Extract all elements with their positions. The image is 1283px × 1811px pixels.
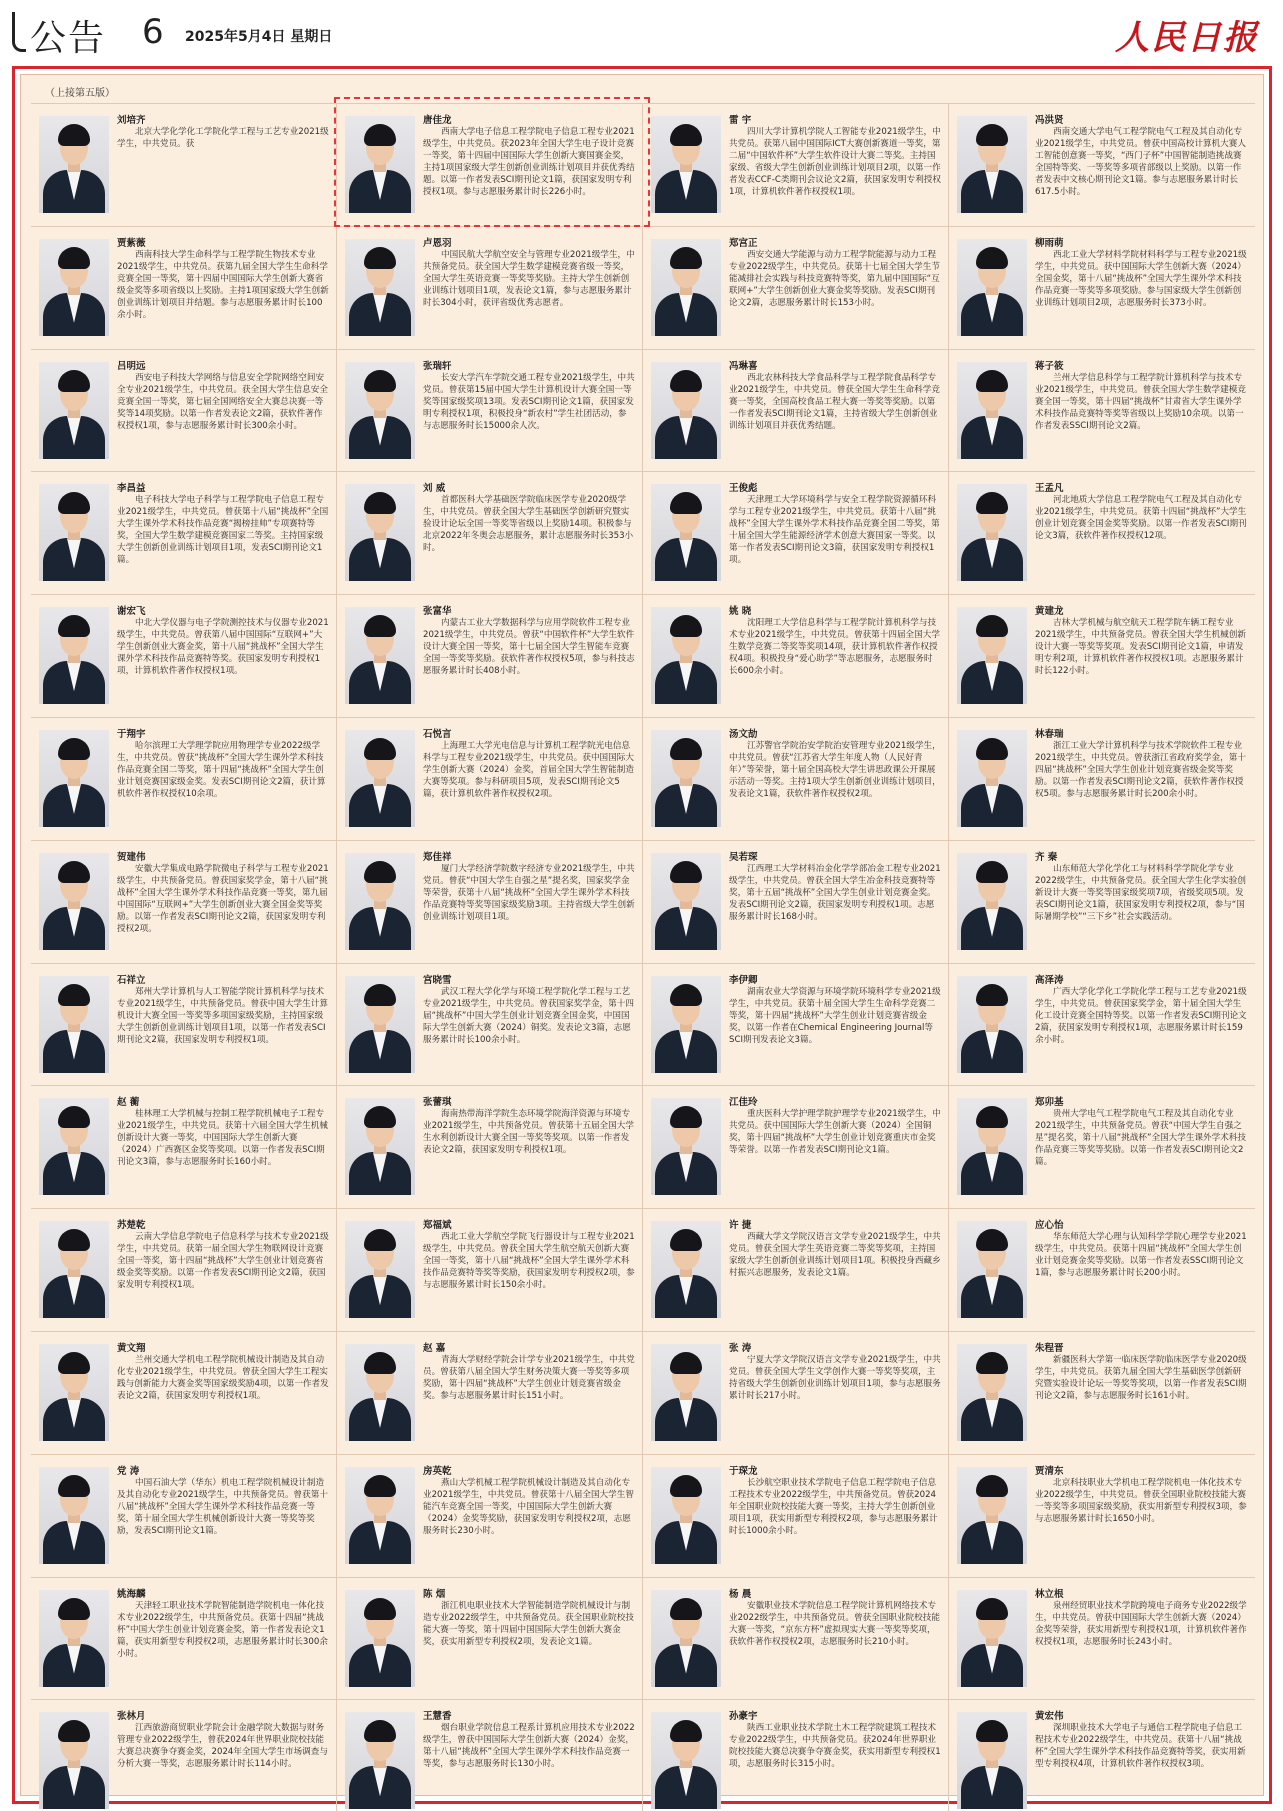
person-bio: 中北大学仪器与电子学院测控技术与仪器专业2021级学生，中共党员。曾获第八届中国国际“互联网+”大学生创新创业大赛金奖，第十八届“挑战杯”全国大学生课外学术科技作品竞赛特等奖。获国家发明专利授权1项，计算机软件著作权授权1项。	[117, 618, 329, 677]
issue-date: 2025年5月4日 星期日	[185, 29, 333, 45]
person-name: 陈 烟	[423, 1588, 446, 1600]
person-bio: 深圳职业技术大学电子与通信工程学院电子信息工程技术专业2022级学生，中共党员。获第十八届“挑战杯”全国大学生课外学术科技作品竞赛特等奖，获实用新型专利授权4项，计算机软件著作权授权3项。	[1035, 1723, 1246, 1770]
portrait-hair	[976, 1475, 1008, 1497]
portrait-photo	[651, 1590, 721, 1687]
profile-entry	[643, 1577, 949, 1700]
portrait-photo	[957, 362, 1027, 459]
portrait-photo	[651, 853, 721, 950]
portrait-hair	[364, 1475, 396, 1497]
person-name: 杨 晨	[729, 1588, 752, 1600]
profile-grid	[31, 103, 1255, 1791]
person-name: 雷 宇	[729, 115, 752, 126]
profile-entry	[337, 963, 643, 1086]
profile-entry	[643, 471, 949, 594]
portrait-photo	[39, 607, 109, 704]
person-name: 张林月	[117, 1711, 146, 1723]
portrait-photo	[39, 730, 109, 827]
person-bio: 重庆医科大学护理学院护理学专业2021级学生，中共党员。获中国国际大学生创新大赛（2024）全国铜奖，第十四届“挑战杯”大学生创业计划竞赛重庆市金奖等荣誉。以第一作者发表SCI期刊论文1篇。	[729, 1109, 941, 1156]
portrait-photo	[957, 730, 1027, 827]
person-name: 唐佳龙	[423, 115, 452, 126]
profile-entry	[337, 1085, 643, 1208]
person-bio: 西北工业大学材料学院材料科学与工程专业2021级学生，中共党员。获中国国际大学生创新大赛（2024）全国金奖，第十八届“挑战杯”全国大学生课外学术科技作品竞赛一等奖等多项奖励。参与国家级大学生创新创业训练计划项目2项，志愿服务时长373小时。	[1035, 249, 1247, 308]
portrait-photo	[345, 1344, 415, 1441]
portrait-hair	[58, 861, 90, 883]
person-name: 黄建龙	[1035, 606, 1064, 618]
person-bio: 西安电子科技大学网络与信息安全学院网络空间安全专业2021级学生，中共党员。获全国大学生信息安全竞赛全国一等奖，第七届全国网络安全大赛总决赛一等奖等14项奖励。以第一作者发表论文2篇，获软件著作权授权1项，参与志愿服务累计时长300余小时。	[117, 372, 328, 431]
person-bio: 西藏大学文学院汉语言文学专业2021级学生，中共党员。曾获全国大学生英语竞赛二等奖等奖项，主持国家级大学生创新创业训练计划项目1项。积极投身西藏乡村振兴志愿服务，发表论文1篇。	[729, 1232, 941, 1279]
person-bio: 贵州大学电气工程学院电气工程及其自动化专业2021级学生，中共预备党员。曾获“中国大学生自强之星”提名奖，第十八届“挑战杯”全国大学生课外学术科技作品竞赛三等奖等奖励。以第一作者发表SCI期刊论文2篇。	[1035, 1109, 1247, 1168]
profile-entry	[643, 349, 949, 472]
person-bio: 新疆医科大学第一临床医学院临床医学专业2020级学生，中共党员。获第九届全国大学生基础医学创新研究暨实验设计论坛一等奖等奖项，以第一作者发表SCI期刊论文2篇，参与志愿服务时长161小时。	[1035, 1355, 1247, 1401]
portrait-photo	[651, 116, 721, 213]
portrait-hair	[58, 370, 90, 392]
person-name: 林立根	[1035, 1588, 1064, 1600]
profile-entry	[643, 226, 949, 349]
portrait-hair	[364, 124, 396, 146]
person-name: 汤文劼	[729, 729, 758, 740]
portrait-photo	[39, 1590, 109, 1687]
person-bio: 西南科技大学生命科学与工程学院生物技术专业2021级学生，中共党员。获第九届全国大学生生命科学竞赛全国一等奖，第十四届中国国际大学生创新大赛省级金奖等多项省级以上奖励。主持1项国家级大学生创新创业训练计划项目并结题。参与志愿服务累计时长100余小时。	[117, 249, 329, 320]
person-name: 姚海麟	[117, 1588, 146, 1600]
portrait-hair	[976, 738, 1008, 760]
portrait-photo	[345, 116, 415, 213]
portrait-photo	[39, 853, 109, 950]
portrait-photo	[39, 1098, 109, 1195]
profile-entry	[949, 226, 1255, 349]
portrait-photo	[957, 1344, 1027, 1441]
portrait-photo	[345, 484, 415, 581]
profile-entry	[949, 594, 1255, 717]
profile-entry	[337, 840, 643, 963]
person-name: 王俊彪	[729, 483, 758, 495]
person-name: 王慧香	[423, 1711, 452, 1723]
continued-note: （上接第五版）	[45, 88, 115, 99]
portrait-photo	[39, 362, 109, 459]
person-bio: 山东师范大学化学化工与材料科学学院化学专业2022级学生，中共预备党员。获全国大学生化学实验创新设计大赛一等奖等国家级奖项7项，省级奖项5项。发表SCI期刊论文1篇，获国家发明专利授权2项，参与“国际暑期学校”“三下乡”社会实践活动。	[1035, 863, 1246, 922]
portrait-photo	[957, 1712, 1027, 1809]
person-bio: 内蒙古工业大学数据科学与应用学院软件工程专业2021级学生，中共党员。曾获“中国软件杯”大学生软件设计大赛全国一等奖，第十七届全国大学生智能车竞赛全国一等奖等奖励。获软件著作权授权5项，参与科技志愿服务累计时长408小时。	[423, 618, 635, 677]
profile-entry	[337, 1699, 643, 1811]
person-bio: 安徽职业技术学院信息工程学院计算机网络技术专业2022级学生，中共预备党员。曾获全国职业院校技能大赛一等奖，“京东方杯”虚拟现实大赛一等奖等奖项，获软件著作权授权2项，志愿服务时长210小时。	[729, 1600, 940, 1647]
profile-entry	[31, 1208, 337, 1331]
person-name: 石悦言	[423, 729, 452, 740]
profile-entry	[31, 471, 337, 594]
profile-entry	[337, 226, 643, 349]
portrait-photo	[345, 239, 415, 336]
portrait-photo	[345, 362, 415, 459]
person-bio: 兰州大学信息科学与工程学院计算机科学与技术专业2021级学生，中共党员。曾获全国大学生数学建模竞赛全国一等奖，第十四届“挑战杯”甘肃省大学生课外学术科技作品竞赛特等奖等省级以上奖励10余项。以第一作者发表SSCI期刊论文2篇。	[1035, 372, 1246, 431]
person-bio: 沈阳理工大学信息科学与工程学院计算机科学与技术专业2021级学生，中共党员。曾获第十四届全国大学生数学竞赛二等奖等奖项14项，获计算机软件著作权授权4项。积极投身“爱心助学”等志愿服务，志愿服务时长600余小时。	[729, 618, 940, 677]
portrait-hair	[58, 1475, 90, 1497]
portrait-hair	[58, 1229, 90, 1251]
person-bio: 广西大学化学化工学院化学工程与工艺专业2021级学生，中共党员。曾获国家奖学金，第十届全国大学生化工设计竞赛全国特等奖。以第一作者发表SCI期刊论文2篇，获国家发明专利授权1项，志愿服务累计时长159余小时。	[1035, 986, 1247, 1045]
person-name: 朱程晋	[1035, 1343, 1064, 1354]
person-name: 冯洪贤	[1035, 115, 1064, 126]
person-name: 黄文翔	[117, 1343, 146, 1354]
person-bio: 江西理工大学材料冶金化学学部冶金工程专业2021级学生，中共党员。曾获全国大学生冶金科技竞赛特等奖，第十五届“挑战杯”全国大学生创业计划竞赛金奖。发表SCI期刊论文2篇，获国家发明专利授权1项。志愿服务累计时长168小时。	[729, 863, 941, 922]
profile-entry	[643, 1454, 949, 1577]
portrait-hair	[364, 738, 396, 760]
portrait-hair	[976, 861, 1008, 883]
person-bio: 上海理工大学光电信息与计算机工程学院光电信息科学与工程专业2021级学生，中共党员。获中国国际大学生创新大赛（2024）金奖，首届全国大学生智能制造大赛等奖项。参与科研项目5项，发表SCI期刊论文5篇，获计算机软件著作权授权2项。	[423, 741, 634, 799]
portrait-hair	[58, 1720, 90, 1742]
portrait-hair	[976, 1352, 1008, 1374]
person-name: 卢恩羽	[423, 237, 452, 249]
person-bio: 中国石油大学（华东）机电工程学院机械设计制造及其自动化专业2021级学生，中共预备党员。曾获第十八届“挑战杯”全国大学生课外学术科技作品竞赛一等奖，第十届全国大学生机械创新设计大赛一等奖等奖励，发表SCI期刊论文1篇。	[117, 1477, 328, 1536]
profile-entry	[949, 963, 1255, 1086]
profile-entry	[337, 349, 643, 472]
person-bio: 浙江工业大学计算机科学与技术学院软件工程专业2021级学生，中共党员。曾获浙江省政府奖学金，第十四届“挑战杯”全国大学生创业计划竞赛省级金奖等奖励。以第一作者发表SCI期刊论文2篇，获软件著作权授权5项。参与志愿服务累计时长200余小时。	[1035, 741, 1246, 799]
person-bio: 西北农林科技大学食品科学与工程学院食品科学专业2021级学生，中共党员。曾获全国大学生生命科学竞赛一等奖，全国高校食品工程大赛一等奖等奖励。以第一作者发表SCI期刊论文1篇，主持省级大学生创新创业训练计划项目并获优秀结题。	[729, 372, 940, 431]
person-name: 赵 嘉	[423, 1343, 446, 1354]
page-number: 6	[142, 12, 164, 52]
portrait-hair	[976, 247, 1008, 269]
person-name: 郑卯基	[1035, 1097, 1064, 1109]
portrait-photo	[345, 1467, 415, 1564]
person-bio: 桂林理工大学机械与控制工程学院机械电子工程专业2021级学生，中共党员。获第十六届全国大学生机械创新设计大赛一等奖，中国国际大学生创新大赛（2024）广西赛区金奖等奖项。以第一作者发表SCI期刊论文3篇，参与志愿服务时长160小时。	[117, 1109, 328, 1168]
portrait-hair	[58, 124, 90, 146]
profile-entry	[31, 349, 337, 472]
portrait-hair	[976, 1598, 1008, 1620]
portrait-photo	[651, 1221, 721, 1318]
profile-entry	[949, 1577, 1255, 1700]
portrait-photo	[957, 976, 1027, 1073]
person-name: 吴若琛	[729, 851, 758, 863]
person-bio: 西安交通大学能源与动力工程学院能源与动力工程专业2022级学生，中共党员。获第十七届全国大学生节能减排社会实践与科技竞赛特等奖，第九届中国国际“互联网+”大学生创新创业大赛金奖等奖励。发表SCI期刊论文2篇，志愿服务累计时长153小时。	[729, 249, 940, 308]
person-bio: 武汉工程大学化学与环境工程学院化学工程与工艺专业2021级学生，中共党员。曾获国家奖学金，第十四届“挑战杯”中国大学生创业计划竞赛全国金奖，中国国际大学生创新大赛（2024）铜奖。发表论文3篇，志愿服务累计时长100余小时。	[423, 986, 634, 1045]
portrait-photo	[957, 116, 1027, 213]
portrait-photo	[651, 1344, 721, 1441]
person-name: 冯琳喜	[729, 360, 758, 372]
portrait-photo	[957, 1467, 1027, 1564]
profile-entry	[31, 840, 337, 963]
person-bio: 电子科技大学电子科学与工程学院电子信息工程专业2021级学生，中共党员。曾获第十八届“挑战杯”全国大学生课外学术科技作品竞赛“揭榜挂帅”专项赛特等奖，全国大学生数学建模竞赛国家二等奖。主持国家级大学生创新创业训练计划项目1项，发表SCI期刊论文1篇。	[117, 495, 329, 566]
profile-entry	[31, 1454, 337, 1577]
profile-entry	[337, 594, 643, 717]
person-bio: 西南交通大学电气工程学院电气工程及其自动化专业2021级学生，中共党员。曾获中国高校计算机大赛人工智能创意赛一等奖，“西门子杯”中国智能制造挑战赛全国特等奖、一等奖等多项省部级以上奖励。以第一作者发表中文核心期刊论文1篇。参与志愿服务累计时长617.5小时。	[1035, 127, 1246, 197]
person-bio: 西南大学电子信息工程学院电子信息工程专业2021级学生，中共党员。获2023年全国大学生电子设计竞赛一等奖，第十四届中国国际大学生创新大赛国赛金奖，主持1项国家级大学生创新创业训练计划项目并获优秀结题。以第一作者发表SCI期刊论文1篇，获国家发明专利授权1项。参与志愿服务累计时长226小时。	[423, 127, 635, 197]
portrait-hair	[976, 370, 1008, 392]
person-name: 张 涛	[729, 1343, 752, 1354]
person-bio: 兰州交通大学机电工程学院机械设计制造及其自动化专业2021级学生，中共党员。曾获全国大学生工程实践与创新能力大赛金奖等国家级奖励4项，以第一作者发表论文2篇，获国家发明专利授权1项。	[117, 1355, 329, 1401]
portrait-hair	[976, 615, 1008, 637]
profile-entry	[949, 349, 1255, 472]
portrait-hair	[976, 124, 1008, 146]
person-bio: 江苏警官学院治安学院治安管理专业2021级学生，中共党员。曾获“江苏省大学生年度人物（人民好青年）”等荣誉，第十届全国高校大学生讲思政课公开课展示活动一等奖。主持1项大学生创新创业训练计划项目，发表论文1篇，获软件著作权授权2项。	[729, 741, 941, 799]
portrait-hair	[670, 247, 702, 269]
person-name: 刘 威	[423, 483, 446, 495]
portrait-hair	[670, 492, 702, 514]
profile-entry	[949, 840, 1255, 963]
person-bio: 长安大学汽车学院交通工程专业2021级学生，中共党员。曾获第15届中国大学生计算机设计大赛全国一等奖等国家级奖项13项。发表SCI期刊论文1篇，获国家发明专利授权1项，积极投身“新农村”学生社团活动，参与志愿服务时长15000余人次。	[423, 372, 635, 431]
portrait-hair	[58, 738, 90, 760]
portrait-photo	[957, 1221, 1027, 1318]
portrait-photo	[345, 976, 415, 1073]
person-bio: 北京科技职业大学机电工程学院机电一体化技术专业2022级学生，中共党员。曾获全国职业院校技能大赛一等奖等多项国家级奖励，获实用新型专利授权3项，参与志愿服务累计时长1650小时。	[1035, 1477, 1247, 1524]
portrait-hair	[364, 1352, 396, 1374]
portrait-hair	[364, 615, 396, 637]
person-name: 党 涛	[117, 1465, 140, 1477]
portrait-hair	[976, 492, 1008, 514]
portrait-hair	[58, 1106, 90, 1128]
portrait-photo	[345, 1098, 415, 1195]
person-name: 赵 蘅	[117, 1097, 140, 1109]
person-name: 王孟凡	[1035, 483, 1064, 495]
profile-entry	[31, 1577, 337, 1700]
person-bio: 首都医科大学基础医学院临床医学专业2020级学生，中共党员。曾获全国大学生基础医学创新研究暨实验设计论坛全国一等奖等省级以上奖励14项。积极参与北京2022年冬奥会志愿服务，累计志愿服务时长353小时。	[423, 495, 634, 554]
portrait-hair	[58, 1352, 90, 1374]
portrait-hair	[58, 492, 90, 514]
profile-entry	[949, 1454, 1255, 1577]
person-bio: 江西旅游商贸职业学院会计金融学院大数据与财务管理专业2022级学生，曾获2024年世界职业院校技能大赛总决赛争夺赛金奖，2024年全国大学生市场调查与分析大赛一等奖，志愿服务累计时长114小时。	[117, 1723, 328, 1770]
portrait-hair	[670, 1106, 702, 1128]
portrait-hair	[364, 984, 396, 1006]
person-bio: 天津轻工职业技术学院智能制造学院机电一体化技术专业2022级学生，中共预备党员。获第十四届“挑战杯”中国大学生创业计划竞赛金奖，第一作者发表论文1篇，获实用新型专利授权2项，志愿服务累计时长300余小时。	[117, 1600, 328, 1659]
person-bio: 燕山大学机械工程学院机械设计制造及其自动化专业2021级学生，中共党员。曾获第十八届全国大学生智能汽车竞赛全国一等奖，中国国际大学生创新大赛（2024）金奖等奖励，获国家发明专利授权2项，志愿服务时长230小时。	[423, 1477, 634, 1536]
person-name: 苏楚乾	[117, 1220, 146, 1232]
portrait-photo	[957, 1098, 1027, 1195]
person-bio: 泉州经贸职业技术学院跨境电子商务专业2022级学生，中共党员。曾获中国国际大学生创新大赛（2024）金奖等荣誉，获实用新型专利授权1项，计算机软件著作权授权1项，志愿服务时长243小时。	[1035, 1600, 1247, 1647]
portrait-hair	[364, 1106, 396, 1128]
newspaper-logo: 人民日报	[1115, 18, 1259, 58]
section-bracket-decoration	[12, 12, 26, 52]
person-name: 齐 秦	[1035, 851, 1058, 863]
profile-entry	[643, 1208, 949, 1331]
person-bio: 郑州大学计算机与人工智能学院计算机科学与技术专业2021级学生，中共预备党员。曾获中国大学生计算机设计大赛全国一等奖等多项国家级奖励，主持国家级大学生创新创业训练计划项目1项，以第一作者发表SCI期刊论文2篇，获国家发明专利授权1项。	[117, 986, 328, 1045]
profile-entry	[31, 594, 337, 717]
person-name: 蒋子筱	[1035, 360, 1064, 372]
profile-entry	[337, 1208, 643, 1331]
person-bio: 天津理工大学环境科学与安全工程学院资源循环科学与工程专业2021级学生，中共党员。获第十八届“挑战杯”全国大学生课外学术科技作品竞赛全国二等奖，第十届全国大学生能源经济学术创意大赛国家一等奖。以第一作者发表SCI期刊论文3篇，获国家发明专利授权1项。	[729, 495, 940, 566]
portrait-photo	[39, 116, 109, 213]
portrait-hair	[58, 247, 90, 269]
profile-entry	[31, 1085, 337, 1208]
person-bio: 北京大学化学化工学院化学工程与工艺专业2021级学生，中共党员。获	[117, 127, 329, 149]
person-bio: 陕西工业职业技术学院土木工程学院建筑工程技术专业2022级学生，中共预备党员。获2024年世界职业院校技能大赛总决赛争夺赛金奖，获实用新型专利授权1项，志愿服务时长315小时。	[729, 1723, 941, 1770]
person-bio: 云南大学信息学院电子信息科学与技术专业2021级学生，中共党员。获第一届全国大学生物联网设计竞赛全国一等奖，第十四届“挑战杯”大学生创业计划竞赛省级金奖等奖励。以第一作者发表SCI期刊论文2篇，获国家发明专利授权1项。	[117, 1232, 329, 1291]
profile-entry	[31, 226, 337, 349]
portrait-photo	[39, 1221, 109, 1318]
person-bio: 长沙航空职业技术学院电子信息工程学院电子信息工程技术专业2022级学生，中共预备党员。曾获2024年全国职业院校技能大赛一等奖，主持大学生创新创业项目1项，获实用新型专利授权2项，参与志愿服务累计时长1000余小时。	[729, 1477, 938, 1536]
portrait-photo	[651, 976, 721, 1073]
portrait-hair	[670, 1352, 702, 1374]
person-name: 高泽涛	[1035, 974, 1064, 986]
person-name: 郑佳祥	[423, 851, 452, 863]
profile-entry	[643, 1085, 949, 1208]
portrait-hair	[976, 1720, 1008, 1742]
portrait-photo	[345, 853, 415, 950]
profile-entry	[643, 717, 949, 840]
profile-entry	[949, 1085, 1255, 1208]
profile-entry	[643, 594, 949, 717]
portrait-photo	[957, 1590, 1027, 1687]
announcement-frame	[12, 66, 1272, 1804]
person-name: 姚 晓	[729, 606, 752, 618]
person-name: 房英乾	[423, 1465, 452, 1477]
portrait-photo	[651, 730, 721, 827]
portrait-photo	[651, 239, 721, 336]
portrait-hair	[670, 370, 702, 392]
portrait-hair	[670, 861, 702, 883]
profile-entry	[949, 717, 1255, 840]
profile-entry	[31, 963, 337, 1086]
person-name: 贺建伟	[117, 851, 146, 863]
profile-entry	[643, 840, 949, 963]
portrait-photo	[39, 1467, 109, 1564]
portrait-photo	[39, 484, 109, 581]
portrait-photo	[957, 484, 1027, 581]
profile-entry	[643, 963, 949, 1086]
portrait-hair	[670, 984, 702, 1006]
portrait-hair	[364, 1720, 396, 1742]
portrait-photo	[651, 1467, 721, 1564]
portrait-photo	[651, 484, 721, 581]
portrait-photo	[345, 1221, 415, 1318]
portrait-photo	[957, 239, 1027, 336]
person-bio: 西北工业大学航空学院飞行器设计与工程专业2021级学生，中共党员。曾获全国大学生航空航天创新大赛全国一等奖，第十八届“挑战杯”全国大学生课外学术科技作品竞赛特等奖等奖励，获国家发明专利授权2项，参与志愿服务累计时长150余小时。	[423, 1232, 635, 1291]
portrait-hair	[364, 1229, 396, 1251]
person-bio: 安徽大学集成电路学院微电子科学与工程专业2021级学生，中共预备党员。曾获国家奖学金，第十八届“挑战杯”全国大学生课外学术科技作品竞赛一等奖，第九届中国国际“互联网+”大学生创新创业大赛全国金奖等奖励。以第一作者发表SCI期刊论文2篇，获国家发明专利授权2项。	[117, 863, 329, 934]
portrait-photo	[39, 1712, 109, 1809]
person-name: 郑福斌	[423, 1220, 452, 1232]
portrait-hair	[364, 370, 396, 392]
portrait-photo	[651, 1098, 721, 1195]
profile-entry	[337, 103, 643, 226]
portrait-hair	[670, 124, 702, 146]
person-bio: 青海大学财经学院会计学专业2021级学生，中共党员。曾获第八届全国大学生财务决策大赛一等奖等多项奖励，第十四届“挑战杯”大学生创业计划竞赛省级金奖。参与志愿服务累计时长151小时。	[423, 1355, 635, 1401]
portrait-hair	[976, 1106, 1008, 1128]
person-bio: 厦门大学经济学院数字经济专业2021级学生，中共党员。曾获“中国大学生自强之星”提名奖，国家奖学金等荣誉，获第十八届“挑战杯”全国大学生课外学术科技作品竞赛特等奖等国家级奖励3项。主持省级大学生创新创业训练计划项目1项。	[423, 863, 635, 922]
profile-entry	[949, 1699, 1255, 1811]
person-name: 李昌益	[117, 483, 146, 495]
person-name: 柳雨萌	[1035, 237, 1064, 249]
person-bio: 华东师范大学心理与认知科学学院心理学专业2021级学生，中共党员。获第十四届“挑战杯”全国大学生创业计划竞赛金奖等奖励。以第一作者发表SSCI期刊论文1篇，参与志愿服务累计时长200小时。	[1035, 1232, 1247, 1279]
profile-entry	[337, 717, 643, 840]
portrait-hair	[364, 492, 396, 514]
portrait-hair	[976, 1229, 1008, 1251]
person-name: 刘培齐	[117, 115, 146, 126]
portrait-hair	[670, 615, 702, 637]
profile-entry	[643, 103, 949, 226]
person-bio: 湖南农业大学资源与环境学院环境科学专业2021级学生，中共党员。获第十届全国大学生生命科学竞赛二等奖，第十四届“挑战杯”大学生创业计划竞赛省级金奖，以第一作者在Chemical Engineering Journal等SCI期刊发表论文3篇。	[729, 986, 941, 1045]
portrait-photo	[651, 362, 721, 459]
person-name: 林春瑞	[1035, 729, 1064, 740]
portrait-hair	[670, 1720, 702, 1742]
portrait-hair	[58, 984, 90, 1006]
person-name: 许 捷	[729, 1220, 752, 1232]
person-bio: 宁夏大学文学院汉语言文学专业2021级学生，中共党员。曾获全国大学生文学创作大赛一等奖等奖项，主持省级大学生创新创业训练计划项目1项，参与志愿服务累计时长217小时。	[729, 1355, 941, 1401]
profile-entry	[949, 103, 1255, 226]
portrait-photo	[651, 1712, 721, 1809]
person-bio: 河北地质大学信息工程学院电气工程及其自动化专业2021级学生，中共党员。获第十四届“挑战杯”大学生创业计划竞赛全国金奖等奖励。以第一作者发表SCI期刊论文3篇，获软件著作权授权12项。	[1035, 495, 1247, 542]
portrait-hair	[58, 1598, 90, 1620]
person-name: 于琛龙	[729, 1465, 758, 1477]
profile-entry	[31, 1331, 337, 1454]
portrait-hair	[364, 247, 396, 269]
portrait-photo	[39, 1344, 109, 1441]
portrait-photo	[957, 853, 1027, 950]
portrait-hair	[670, 1598, 702, 1620]
portrait-hair	[364, 1598, 396, 1620]
portrait-hair	[364, 861, 396, 883]
person-bio: 烟台职业学院信息工程系计算机应用技术专业2022级学生，曾获中国国际大学生创新大赛（2024）金奖，第十八届“挑战杯”全国大学生课外学术科技作品竞赛一等奖，参与志愿服务时长130小时。	[423, 1723, 635, 1770]
profile-entry	[31, 1699, 337, 1811]
person-name: 张瑞轩	[423, 360, 452, 372]
portrait-hair	[670, 738, 702, 760]
portrait-photo	[651, 607, 721, 704]
person-name: 孙豪宇	[729, 1711, 758, 1723]
person-name: 吕明远	[117, 360, 146, 372]
person-name: 郑宫正	[729, 237, 758, 249]
person-bio: 中国民航大学航空安全与管理专业2021级学生，中共预备党员。获全国大学生数学建模竞赛省级一等奖，全国大学生英语竞赛一等奖等奖励。主持大学生创新创业训练计划项目1项，发表论文1篇，参与志愿服务累计时长304小时，获评省级优秀志愿者。	[423, 249, 635, 308]
person-name: 张蕾琪	[423, 1097, 452, 1109]
portrait-hair	[670, 1475, 702, 1497]
profile-entry	[337, 1577, 643, 1700]
profile-entry	[337, 1331, 643, 1454]
person-name: 李伊卿	[729, 974, 758, 986]
profile-entry	[949, 471, 1255, 594]
person-bio: 四川大学计算机学院人工智能专业2021级学生，中共党员。获第八届中国国际ICT大赛创新赛道一等奖，第二届“中国软件杯”大学生软件设计大赛二等奖。主持国家级、省级大学生创新创业训练计划项目2项，以第一作者发表CCF-C类期刊会议论文2篇，获国家发明专利授权1项，计算机软件著作权授权1项。	[729, 127, 941, 197]
announcement-panel	[20, 74, 1264, 1796]
person-name: 谢宏飞	[117, 606, 146, 618]
portrait-hair	[976, 984, 1008, 1006]
person-bio: 吉林大学机械与航空航天工程学院车辆工程专业2021级学生，中共预备党员。曾获全国大学生机械创新设计大赛一等奖等奖项。发表SCI期刊论文1篇，申请发明专利2项，计算机软件著作权授权1项。志愿服务累计时长122小时。	[1035, 618, 1246, 677]
profile-entry	[337, 471, 643, 594]
profile-entry	[31, 717, 337, 840]
person-bio: 浙江机电职业技术大学智能制造学院机械设计与制造专业2022级学生，中共预备党员。获全国职业院校技能大赛一等奖，第十四届中国国际大学生创新大赛金奖，获实用新型专利授权2项，发表论文1篇。	[423, 1600, 634, 1647]
profile-entry	[949, 1331, 1255, 1454]
profile-entry	[643, 1331, 949, 1454]
profile-entry	[337, 1454, 643, 1577]
profile-entry	[31, 103, 337, 226]
portrait-photo	[345, 730, 415, 827]
person-name: 石祥立	[117, 974, 146, 986]
person-name: 于翔宇	[117, 729, 146, 740]
portrait-hair	[670, 1229, 702, 1251]
person-name: 贾紫薇	[117, 237, 146, 249]
person-name: 江佳玲	[729, 1097, 758, 1109]
person-bio: 哈尔滨理工大学理学院应用物理学专业2022级学生，中共党员。曾获“挑战杯”全国大学生课外学术科技作品竞赛全国二等奖，第十四届“挑战杯”全国大学生创业计划竞赛国家级金奖。发表SCI期刊论文2篇，获计算机软件著作权授权10余项。	[117, 741, 326, 799]
portrait-photo	[957, 607, 1027, 704]
masthead	[0, 0, 1283, 62]
person-name: 贾清东	[1035, 1465, 1064, 1477]
portrait-photo	[345, 607, 415, 704]
person-name: 应心怡	[1035, 1220, 1064, 1232]
person-bio: 海南热带海洋学院生态环境学院海洋资源与环境专业2021级学生，中共预备党员。曾获第十五届全国大学生水利创新设计大赛全国一等奖等奖项。以第一作者发表论文2篇，获国家发明专利授权1项。	[423, 1109, 634, 1156]
portrait-photo	[39, 976, 109, 1073]
portrait-photo	[39, 239, 109, 336]
profile-entry	[949, 1208, 1255, 1331]
portrait-photo	[345, 1712, 415, 1809]
profile-entry	[643, 1699, 949, 1811]
person-name: 黄宏伟	[1035, 1711, 1064, 1723]
portrait-hair	[58, 615, 90, 637]
portrait-photo	[345, 1590, 415, 1687]
person-name: 张富华	[423, 606, 452, 618]
person-name: 宫晓雪	[423, 974, 452, 986]
section-title: 公告	[30, 18, 107, 59]
